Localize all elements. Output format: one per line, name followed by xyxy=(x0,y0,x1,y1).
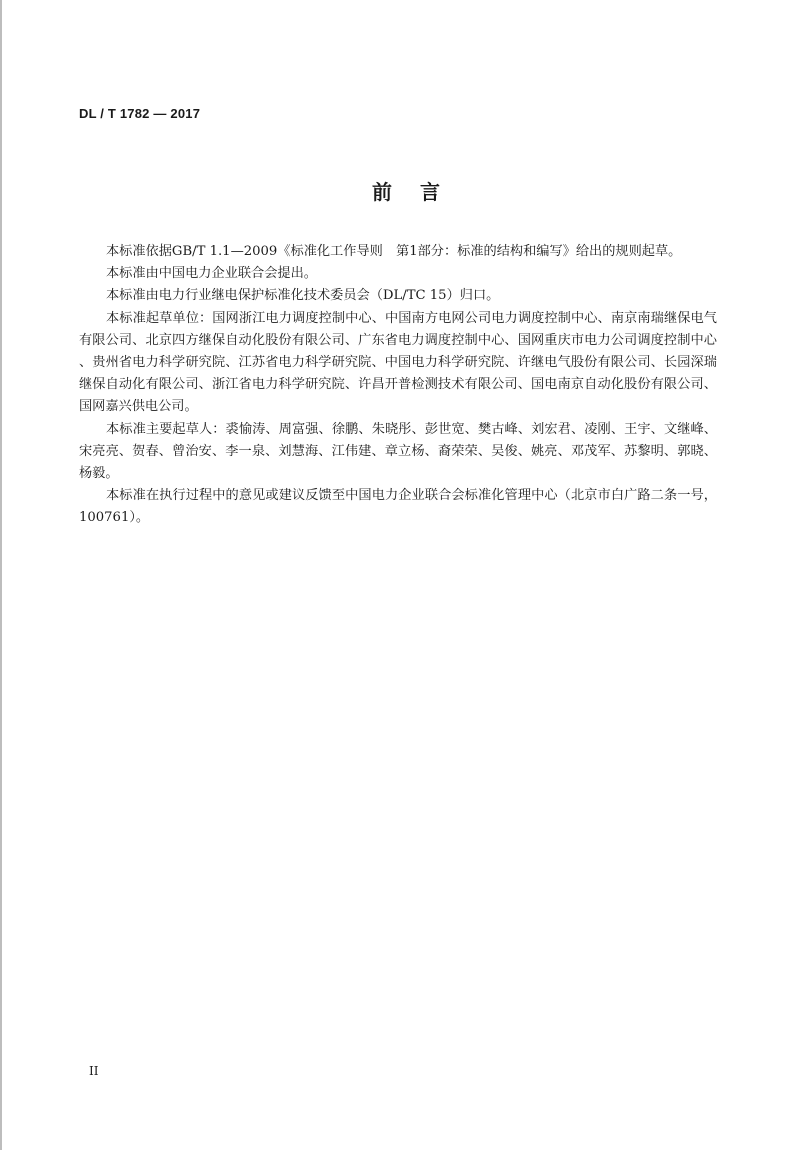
page-edge xyxy=(0,0,2,1150)
paragraph-technical-committee: 本标准由电力行业继电保护标准化技术委员会（DL/TC 15）归口。 xyxy=(106,288,500,304)
paragraph-feedback: 本标准在执行过程中的意见或建议反馈至中国电力企业联合会标准化管理中心（北京市白广路二条一号，100761）。 xyxy=(79,488,717,526)
paragraph-drafting-basis: 本标准依据GB/T 1.1—2009《标准化工作导则 第1部分：标准的结构和编写》给出的规则起草。 xyxy=(106,244,682,259)
paragraph-drafting-units: 本标准起草单位：国网浙江电力调度控制中心、中国南方电网公司电力调度控制中心、南京南瑞继保电气有限公司、北京四方继保自动化股份有限公司、广东省电力调度控制中心、国网重庆市电力公司调度控制中心、贵州省电力科学研究院、江苏省电力科学研究院、中国电力科学研究院、许继电气股份有限公司、长园深瑞继保自动化有限公司、浙江省电力科学研究院、许昌开普检测技术有限公司、国电南京自动化股份有限公司、国网嘉兴供电公司。 xyxy=(79,310,717,415)
foreword-body xyxy=(79,241,717,530)
paragraph-main-drafters: 本标准主要起草人：裘愉涛、周富强、徐鹏、朱晓彤、彭世宽、樊古峰、刘宏君、凌刚、王宇、文继峰、宋亮亮、贺春、曾治安、李一泉、刘慧海、江伟建、章立杨、裔荣荣、吴俊、姚亮、邓茂军、苏黎明、郭晓、杨毅。 xyxy=(79,421,717,482)
paragraph-proposer: 本标准由中国电力企业联合会提出。 xyxy=(106,266,317,282)
standard-code: DL / T 1782 — 2017 xyxy=(79,106,201,121)
page-number: II xyxy=(89,1064,99,1078)
page-title: 前言 xyxy=(372,180,468,204)
